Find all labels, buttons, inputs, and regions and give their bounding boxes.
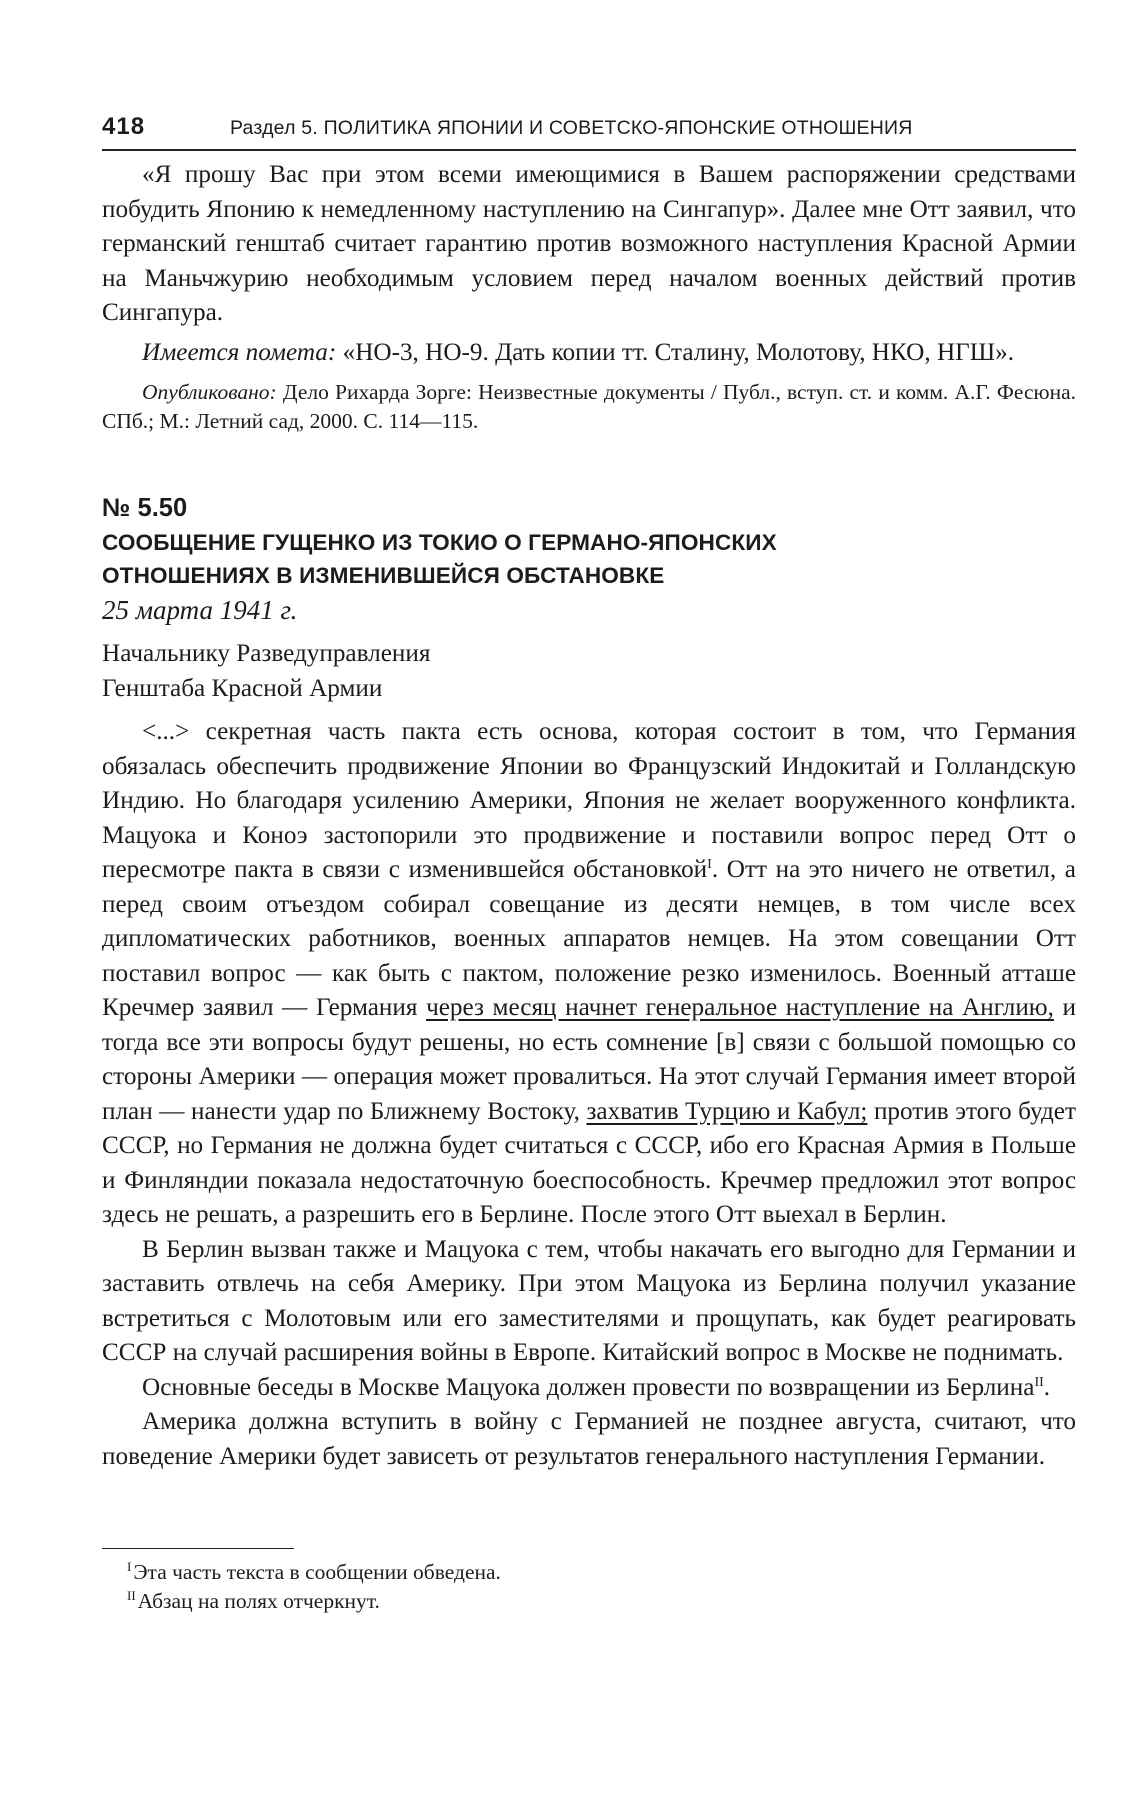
publication-note — [102, 378, 1076, 436]
document-title-line-2: ОТНОШЕНИЯХ В ИЗМЕНИВШЕЙСЯ ОБСТАНОВКЕ — [102, 562, 665, 588]
note-text: «НО-3, НО-9. Дать копии тт. Сталину, Молотову, НКО, НГШ». — [342, 338, 1014, 366]
archive-note — [102, 336, 1076, 371]
addressee — [102, 637, 430, 706]
body-paragraph-2: В Берлин вызван также и Мацуока с тем, чтобы накачать его выгодно для Германии и заставить отвлечь на себя Америку. При этом Мацуока из Берлина получил указание встретиться с Молотовым или его заместителями и прощупать, как будет реагировать СССР на случай расширения войны в Европе. Китайский вопрос в Москве не поднимать. — [102, 1235, 1076, 1366]
footnote-mark: I — [127, 1559, 132, 1574]
underlined-passage-1: через месяц начнет генеральное наступление на Англию, — [426, 994, 1054, 1021]
p1-part-c: и тогда все эти вопросы будут решены, но есть сомнение [в] связи с большой помощью со стороны Америки — операция может провалиться. На этот случай Германия имеет второй план — нанести удар по Ближнему Востоку, — [102, 994, 1076, 1125]
document-title — [102, 527, 1076, 592]
note-label: Имеется помета: — [142, 338, 337, 366]
page-number: 418 — [102, 113, 146, 140]
addressee-line-1: Начальнику Разведуправления — [102, 640, 431, 667]
section-title — [230, 117, 913, 140]
footnote-text: Эта часть текста в сообщении обведена. — [133, 1560, 501, 1584]
document-title-line-1: СООБЩЕНИЕ ГУЩЕНКО ИЗ ТОКИО О ГЕРМАНО-ЯПОНСКИХ — [102, 530, 777, 555]
body-paragraph-1 — [102, 715, 1076, 1233]
document-date: 25 марта 1941 г. — [102, 595, 298, 625]
footnote-2 — [127, 1587, 501, 1616]
p1-part-b: . Отт на это ничего не ответил, а перед своим отъездом собирал совещание из десяти немцев, в том числе всех дипломатических работников, военных аппаратов немцев. На этом совещании Отт поставил вопрос — как быть с пактом, положение резко изменилось. Военный атташе Кречмер заявил — Германия — [102, 856, 1076, 1021]
p3-end: . — [1043, 1373, 1051, 1401]
footnote-text: Абзац на полях отчеркнут. — [137, 1589, 380, 1613]
underlined-passage-2: захватив Турцию и Кабул; — [586, 1097, 868, 1125]
footnote-ref-2: II — [1034, 1374, 1044, 1390]
footnote-1 — [127, 1558, 501, 1587]
footnote-ref-1: I — [707, 857, 712, 872]
p1-part-d: против этого будет СССР, но Германия не должна будет считаться с СССР, ибо его Красная Армия в Польше и Финляндии показала недостаточную боеспособность. Кречмер предложил этот вопрос здесь не решать, а разрешить его в Берлине. После этого Отт выехал в Берлин. — [102, 1097, 1076, 1228]
footnote-mark: II — [127, 1588, 136, 1603]
p1-part-a: <...> секретная часть пакта есть основа, которая состоит в том, что Германия обязалась обеспечить продвижение Японии во Французский Индокитай и Голландскую Индию. Но благодаря усилению Америки, Япония не желает вооруженного конфликта. Мацуока и Коноэ застопорили это продвижение и поставили вопрос перед Отт о пересмотре пакта в связи с изменившейся обстановкой — [102, 718, 1076, 883]
section-title-text: ПОЛИТИКА ЯПОНИИ И СОВЕТСКО-ЯПОНСКИЕ ОТНОШЕНИЯ — [323, 117, 913, 139]
document-number: № 5.50 — [102, 494, 188, 522]
published-text: Дело Рихарда Зорге: Неизвестные документы / Публ., вступ. ст. и комм. А.Г. Фесюна. СПб.; М.: Летний сад, 2000. С. 114—115. — [102, 380, 1077, 433]
body-paragraph-4: Америка должна вступить в войну с Германией не позднее августа, считают, что поведение Америки будет зависеть от результатов генерального наступления Германии. — [102, 1408, 1076, 1470]
footnote-divider — [102, 1548, 294, 1549]
body-paragraph-3 — [102, 1371, 1076, 1406]
p3-text: Основные беседы в Москве Мацуока должен провести по возвращении из Берлина — [142, 1373, 1035, 1401]
previous-document-end — [102, 158, 1076, 436]
prev-paragraph: «Я прошу Вас при этом всеми имеющимися в Вашем распоряжении средствами побудить Японию к немедленному наступлению на Сингапур». Далее мне Отт заявил, что германский генштаб считает гарантию против возможного наступления Красной Армии на Маньчжурию необходимым условием перед началом военных действий против Сингапура. — [102, 161, 1076, 326]
section-label: Раздел 5. — [230, 117, 318, 139]
running-header — [102, 111, 1076, 151]
document-body — [102, 715, 1076, 1474]
addressee-line-2: Генштаба Красной Армии — [102, 674, 383, 702]
footnotes — [127, 1558, 501, 1616]
published-label: Опубликовано: — [142, 380, 277, 404]
